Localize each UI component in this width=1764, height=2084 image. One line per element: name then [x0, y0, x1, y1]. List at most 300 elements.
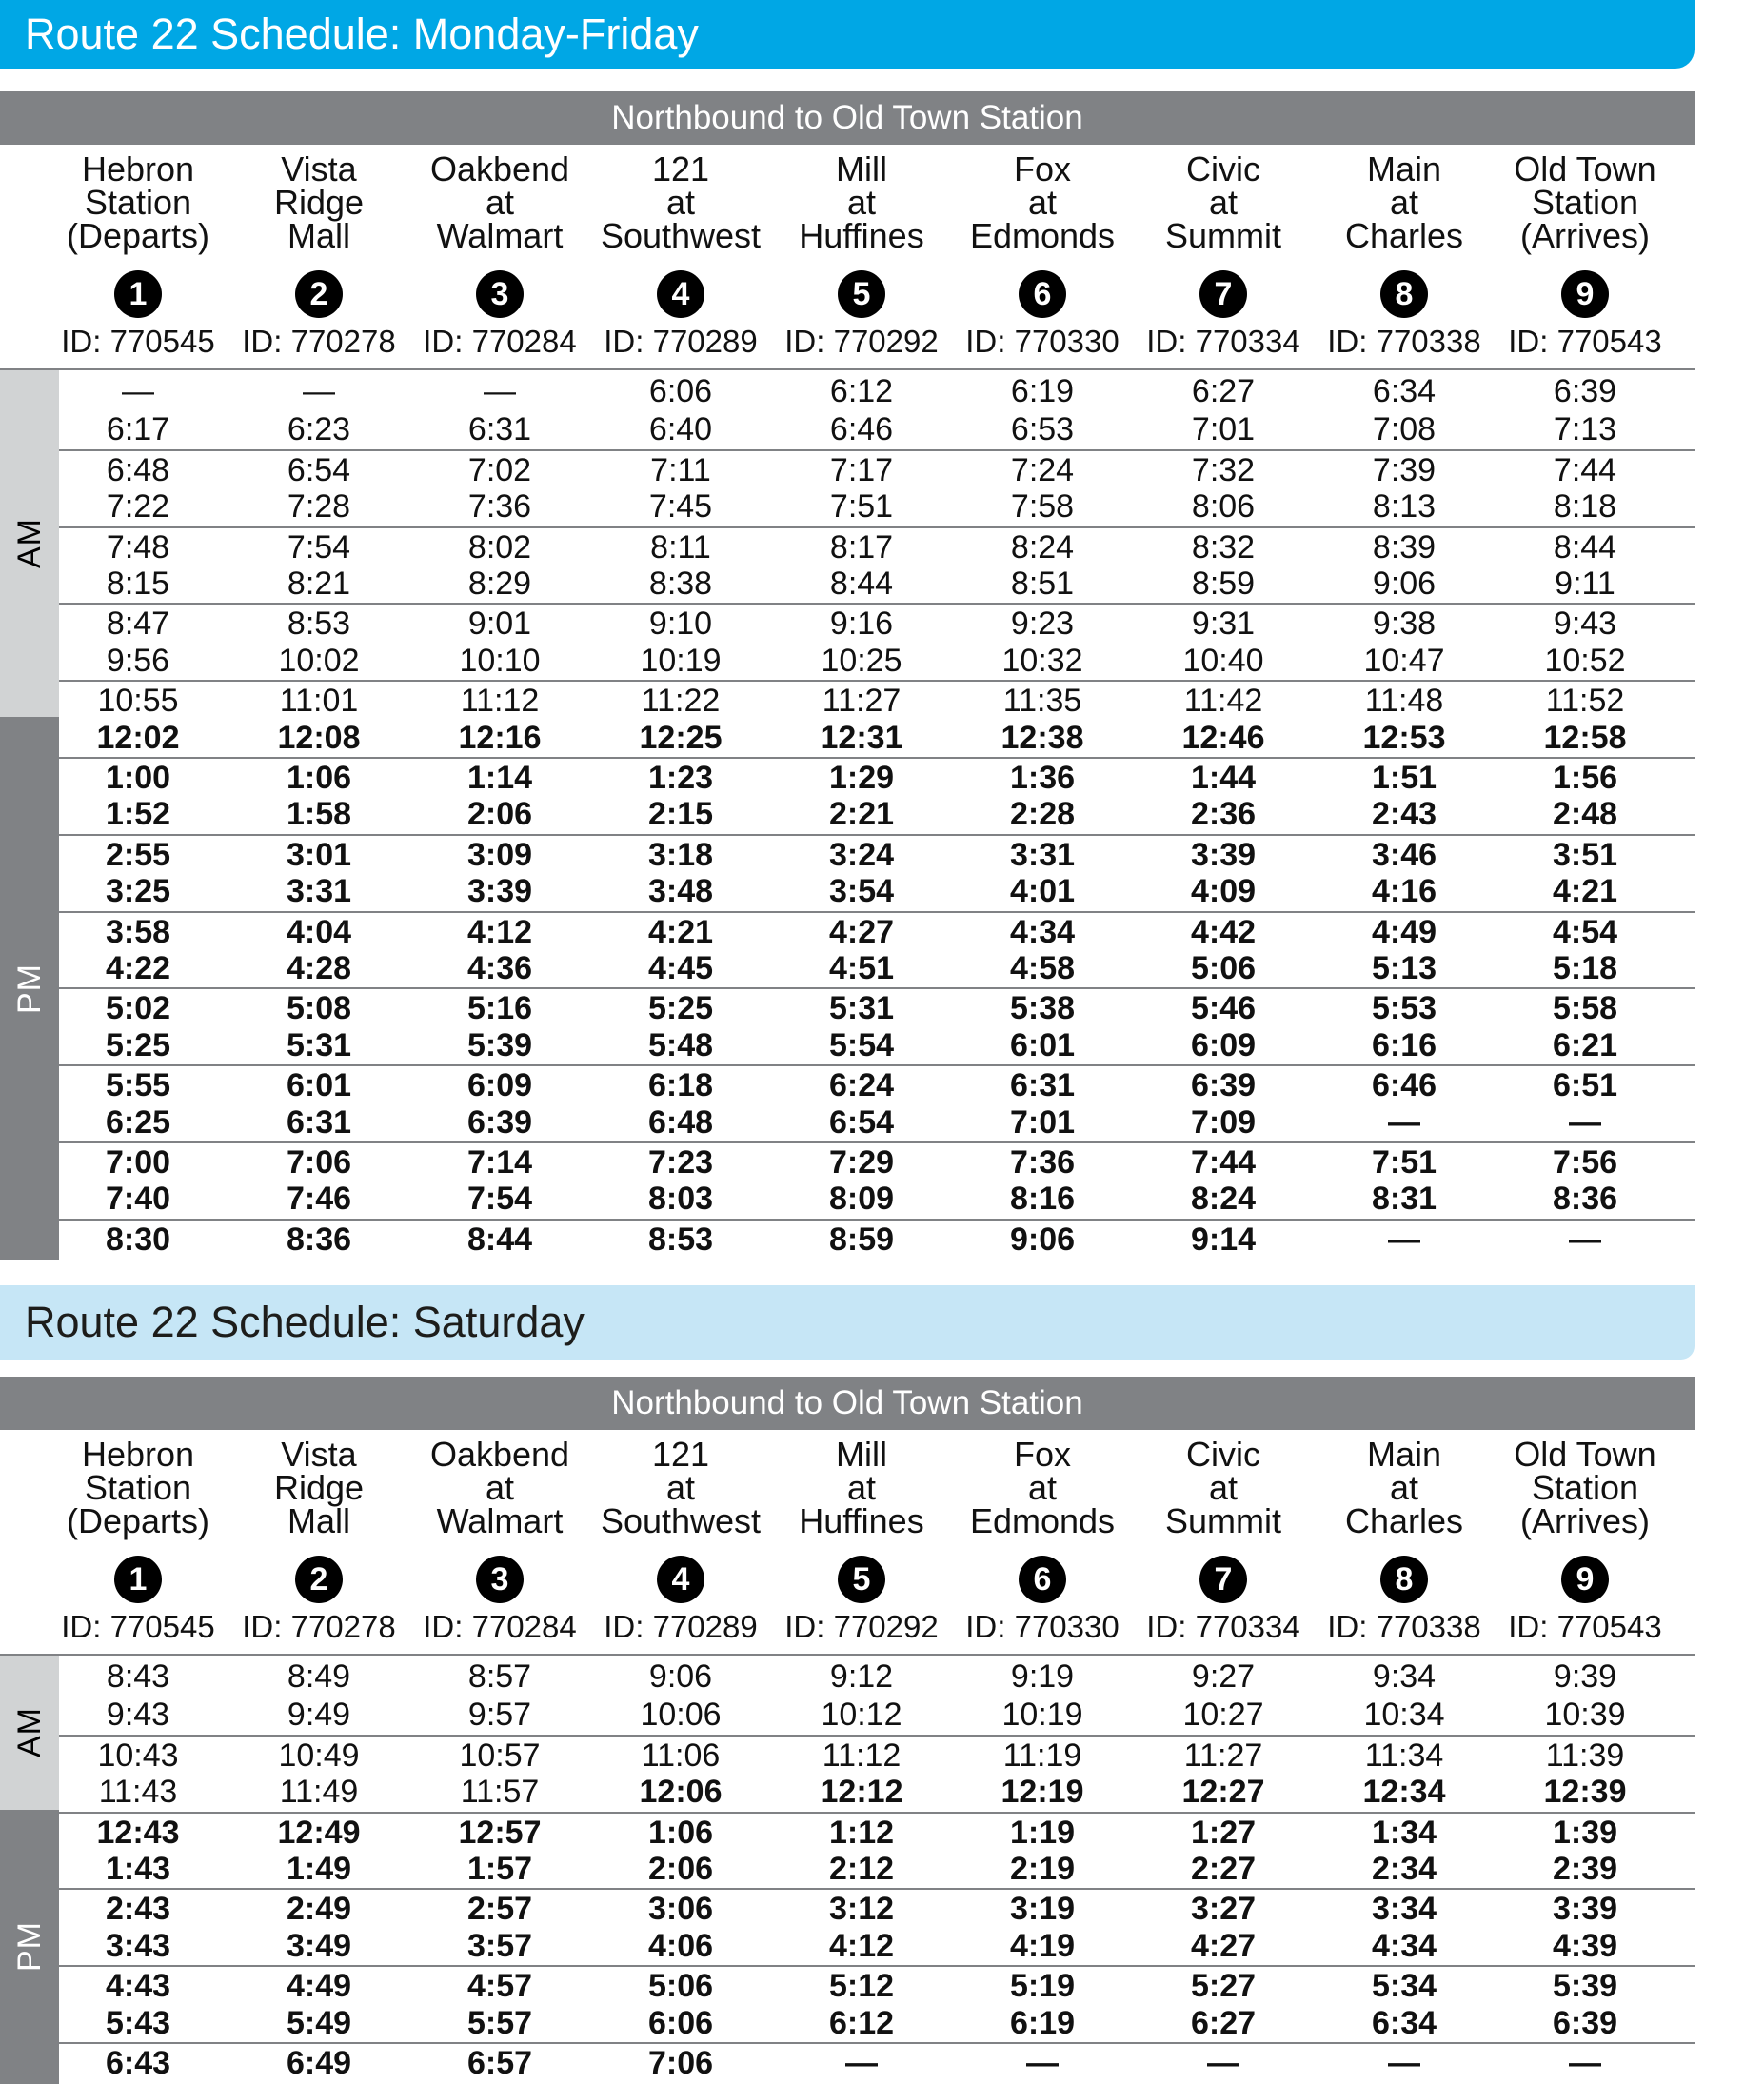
pm-label-text: PM: [10, 963, 48, 1014]
stop-header: [409, 1430, 590, 1644]
saturday-title: Route 22 Schedule: Saturday: [25, 1298, 585, 1346]
time-cell: 7:06: [647, 2045, 714, 2081]
time-cell: 9:01: [467, 605, 532, 643]
time-cell: 2:27: [1190, 1851, 1257, 1887]
time-cell: 2:43: [105, 1891, 171, 1928]
weekday-direction: Northbound to Old Town Station: [611, 99, 1083, 136]
stop-name-line: Civic: [1186, 149, 1260, 189]
time-cell: —: [1569, 2045, 1601, 2081]
stop-name-line: Station: [84, 1468, 192, 1507]
time-cell: 7:48: [106, 528, 170, 566]
time-cell: 8:11: [650, 528, 711, 566]
time-cell: 10:52: [1544, 642, 1626, 679]
time-cell: 6:51: [1552, 1067, 1618, 1104]
time-cell: 11:06: [641, 1737, 721, 1774]
time-cell: 6:06: [648, 373, 713, 409]
time-cell: 5:57: [466, 2004, 533, 2041]
stop-id: ID: 770278: [242, 324, 396, 359]
time-cell: 4:42: [1190, 913, 1257, 950]
trip-row: [59, 1103, 1695, 1141]
time-cell: 10:25: [821, 642, 902, 679]
trip-row: [59, 1965, 1695, 2005]
trip-row: [59, 834, 1695, 874]
time-cell: 1:27: [1190, 1814, 1257, 1851]
stop-name-line: Summit: [1164, 1501, 1281, 1540]
stop-name-line: Mall: [287, 1501, 350, 1540]
time-cell: 10:49: [278, 1737, 360, 1774]
time-cell: 8:36: [1552, 1181, 1618, 1218]
time-cell: 12:27: [1181, 1774, 1265, 1811]
trip-row: [59, 949, 1695, 987]
stop-name: [1314, 149, 1495, 255]
time-cell: 3:25: [105, 873, 171, 910]
stop-number-badge: 5: [838, 1556, 885, 1603]
time-cell: 2:12: [828, 1851, 895, 1887]
time-cell: 1:14: [466, 760, 533, 796]
trip-row: [59, 911, 1695, 951]
time-cell: 7:00: [105, 1144, 171, 1181]
time-cell: 5:54: [828, 1026, 895, 1063]
trip-row: [59, 372, 1695, 410]
time-cell: 1:51: [1371, 760, 1437, 796]
time-cell: 7:58: [1010, 488, 1075, 526]
time-cell: 12:34: [1362, 1774, 1446, 1811]
time-cell: 4:45: [647, 950, 714, 986]
time-cell: 8:15: [106, 566, 170, 602]
time-cell: 9:27: [1191, 1658, 1256, 1695]
stop-name-line: Mill: [836, 1435, 887, 1474]
stop-name-line: Fox: [1013, 1435, 1071, 1474]
time-cell: 4:51: [828, 950, 895, 986]
weekday-schedule: [0, 91, 1695, 1260]
time-cell: 9:31: [1191, 605, 1256, 643]
time-cell: 5:06: [1190, 950, 1257, 986]
time-cell: 6:46: [829, 411, 894, 448]
stop-name-line: 121: [651, 1435, 710, 1474]
time-cell: 4:58: [1009, 950, 1076, 986]
time-cell: 8:24: [1190, 1181, 1257, 1218]
time-cell: 5:43: [105, 2004, 171, 2041]
time-cell: 11:01: [279, 683, 359, 720]
stop-name: [1314, 1435, 1495, 1540]
stop-name-line: Walmart: [436, 1501, 564, 1540]
time-cell: 5:16: [466, 990, 533, 1027]
time-cell: 12:08: [277, 719, 361, 756]
time-cell: 12:46: [1181, 719, 1265, 756]
time-cell: 6:23: [287, 411, 351, 448]
stop-name-line: 121: [651, 149, 710, 189]
time-cell: 4:43: [105, 1968, 171, 2005]
stop-name: [952, 1435, 1133, 1540]
stop-name-line: at: [1389, 183, 1419, 222]
stop-name-line: Charles: [1344, 216, 1464, 255]
stop-number-badge: 7: [1199, 1556, 1247, 1603]
stop-header: [228, 145, 409, 359]
time-cell: 7:44: [1553, 451, 1617, 488]
time-cell: 5:19: [1009, 1968, 1076, 2005]
time-cell: 4:12: [828, 1927, 895, 1964]
trip-row: [59, 1064, 1695, 1104]
time-cell: 3:51: [1552, 836, 1618, 873]
time-cell: 8:24: [1010, 528, 1075, 566]
time-cell: 2:49: [286, 1891, 352, 1928]
time-cell: 3:39: [1552, 1891, 1618, 1928]
time-cell: 9:11: [1555, 566, 1615, 602]
time-cell: 4:28: [286, 950, 352, 986]
time-cell: 3:39: [1190, 836, 1257, 873]
time-cell: 5:39: [1552, 1968, 1618, 2005]
time-cell: 8:59: [828, 1221, 895, 1258]
time-cell: 7:39: [1372, 451, 1437, 488]
time-cell: 7:29: [828, 1144, 895, 1181]
stop-id: ID: 770543: [1508, 324, 1662, 359]
time-cell: 6:31: [1009, 1067, 1076, 1104]
trip-row: [59, 1219, 1695, 1259]
time-cell: 4:09: [1190, 873, 1257, 910]
time-cell: 10:40: [1182, 642, 1264, 679]
stop-name-line: Old Town: [1514, 1435, 1656, 1474]
time-cell: 9:06: [1009, 1221, 1076, 1258]
time-cell: 6:48: [106, 451, 170, 488]
time-cell: 1:52: [105, 796, 171, 833]
time-cell: 11:48: [1364, 683, 1444, 720]
time-cell: 9:43: [1553, 605, 1617, 643]
time-cell: 7:54: [466, 1181, 533, 1218]
time-cell: 5:12: [828, 1968, 895, 2005]
time-cell: 5:13: [1371, 950, 1437, 986]
time-cell: 10:19: [1001, 1697, 1083, 1734]
stop-name-line: Ridge: [273, 1468, 365, 1507]
time-cell: 12:31: [820, 719, 903, 756]
stop-name-line: Civic: [1186, 1435, 1260, 1474]
time-cell: 1:12: [828, 1814, 895, 1851]
time-cell: 7:54: [287, 528, 351, 566]
time-cell: 2:34: [1371, 1851, 1437, 1887]
time-cell: 3:57: [466, 1927, 533, 1964]
stop-id: ID: 770545: [61, 1609, 215, 1644]
stop-number-badge: 8: [1380, 270, 1428, 318]
time-cell: —: [1569, 1103, 1601, 1141]
stop-number-badge: 6: [1019, 270, 1066, 318]
time-cell: 6:31: [467, 411, 532, 448]
time-cell: 6:01: [286, 1067, 352, 1104]
time-cell: 4:54: [1552, 913, 1618, 950]
time-cell: 1:36: [1009, 760, 1076, 796]
time-cell: 6:27: [1190, 2004, 1257, 2041]
trip-row: [59, 410, 1695, 448]
trip-row: [59, 1927, 1695, 1965]
time-cell: 7:40: [105, 1181, 171, 1218]
stop-name-line: at: [485, 1468, 515, 1507]
time-cell: 4:04: [286, 913, 352, 950]
trip-row: [59, 757, 1695, 797]
stop-id: ID: 770284: [423, 1609, 577, 1644]
time-cell: 1:06: [647, 1814, 714, 1851]
stop-name: [409, 1435, 590, 1540]
time-cell: 6:46: [1371, 1067, 1437, 1104]
stop-number-badge: 1: [114, 1556, 162, 1603]
time-cell: —: [1569, 1221, 1601, 1258]
time-cell: 8:16: [1009, 1181, 1076, 1218]
time-cell: 7:36: [467, 488, 532, 526]
weekday-title-banner: [0, 0, 1695, 69]
time-cell: —: [484, 373, 516, 409]
time-cell: 6:24: [828, 1067, 895, 1104]
stop-name: [771, 1435, 952, 1540]
time-cell: 6:54: [287, 451, 351, 488]
time-cell: 11:42: [1183, 683, 1263, 720]
time-cell: 2:15: [647, 796, 714, 833]
time-cell: 10:02: [278, 642, 360, 679]
time-cell: 8:44: [1553, 528, 1617, 566]
time-cell: 6:34: [1372, 373, 1437, 409]
trip-row: [59, 526, 1695, 566]
time-cell: 7:44: [1190, 1144, 1257, 1181]
time-cell: 2:57: [466, 1891, 533, 1928]
stop-name-line: Mall: [287, 216, 350, 255]
time-cell: 8:31: [1371, 1181, 1437, 1218]
time-cell: 9:14: [1190, 1221, 1257, 1258]
time-cell: 5:58: [1552, 990, 1618, 1027]
time-cell: 3:31: [286, 873, 352, 910]
time-cell: 9:16: [829, 605, 894, 643]
stop-name: [1495, 149, 1675, 255]
weekday-title: Route 22 Schedule: Monday-Friday: [25, 10, 699, 58]
stop-name: [771, 149, 952, 255]
time-cell: 2:39: [1552, 1851, 1618, 1887]
time-cell: 2:19: [1009, 1851, 1076, 1887]
time-cell: 2:06: [466, 796, 533, 833]
stop-header: [952, 1430, 1133, 1644]
time-cell: 12:16: [458, 719, 542, 756]
time-cell: 10:55: [97, 683, 179, 720]
time-cell: 5:38: [1009, 990, 1076, 1027]
stop-header: [228, 1430, 409, 1644]
stop-name: [590, 1435, 771, 1540]
time-cell: 5:48: [647, 1026, 714, 1063]
time-cell: 3:39: [466, 873, 533, 910]
time-cell: 11:12: [822, 1737, 902, 1774]
time-cell: 11:34: [1364, 1737, 1444, 1774]
stop-name-line: at: [846, 1468, 877, 1507]
stop-header: [1314, 1430, 1495, 1644]
am-label-text: AM: [10, 518, 48, 569]
trip-row: [59, 872, 1695, 910]
time-cell: 8:18: [1553, 488, 1617, 526]
stop-name-line: Edmonds: [969, 1501, 1116, 1540]
time-cell: 11:43: [98, 1774, 178, 1811]
stop-header: [1133, 1430, 1314, 1644]
stop-id: ID: 770330: [965, 1609, 1120, 1644]
trip-row: [59, 1735, 1695, 1775]
stop-header: [1133, 145, 1314, 359]
time-cell: 4:16: [1371, 873, 1437, 910]
stop-name-line: Hebron: [81, 1435, 195, 1474]
stop-header: [48, 145, 228, 359]
time-cell: 6:12: [828, 2004, 895, 2041]
stop-name-line: (Arrives): [1520, 1501, 1650, 1540]
time-cell: —: [1207, 2045, 1239, 2081]
stop-id: ID: 770543: [1508, 1609, 1662, 1644]
stop-header: [771, 145, 952, 359]
time-cell: 7:22: [106, 488, 170, 526]
time-cell: 12:39: [1543, 1774, 1627, 1811]
stop-id: ID: 770292: [784, 1609, 939, 1644]
time-cell: 10:32: [1001, 642, 1083, 679]
time-cell: 6:17: [106, 411, 170, 448]
stop-name-line: Vista: [281, 149, 357, 189]
time-cell: 8:02: [467, 528, 532, 566]
time-cell: 2:48: [1552, 796, 1618, 833]
time-cell: 2:21: [828, 796, 895, 833]
stop-id: ID: 770289: [604, 324, 758, 359]
stop-name-line: (Departs): [66, 1501, 210, 1540]
trip-row: [59, 1812, 1695, 1852]
time-cell: 12:38: [1001, 719, 1084, 756]
stop-name-line: Huffines: [799, 216, 924, 255]
stop-name-line: at: [1208, 1468, 1239, 1507]
stop-name-line: Walmart: [436, 216, 564, 255]
time-cell: 12:19: [1001, 1774, 1084, 1811]
time-cell: 7:28: [287, 488, 351, 526]
stop-name-line: Main: [1366, 1435, 1442, 1474]
stop-number-badge: 3: [476, 270, 524, 318]
time-cell: 5:46: [1190, 990, 1257, 1027]
time-cell: 7:32: [1191, 451, 1256, 488]
time-cell: 6:12: [829, 373, 894, 409]
time-cell: 12:58: [1543, 719, 1627, 756]
stop-name-line: at: [1027, 183, 1058, 222]
time-cell: 8:53: [287, 605, 351, 643]
time-cell: 5:02: [105, 990, 171, 1027]
time-cell: 4:49: [286, 1968, 352, 2005]
time-cell: 7:46: [286, 1181, 352, 1218]
time-cell: 5:27: [1190, 1968, 1257, 2005]
time-cell: 6:53: [1010, 411, 1075, 448]
time-cell: 8:47: [106, 605, 170, 643]
time-cell: 6:39: [1553, 373, 1617, 409]
stop-number-badge: 4: [657, 1556, 704, 1603]
saturday-schedule: [0, 1377, 1695, 2084]
saturday-timetable: [0, 1654, 1695, 2084]
stop-name-line: Edmonds: [969, 216, 1116, 255]
stop-name-line: at: [1208, 183, 1239, 222]
stop-number-badge: 9: [1561, 270, 1609, 318]
time-cell: 12:53: [1362, 719, 1446, 756]
time-cell: 5:08: [286, 990, 352, 1027]
time-cell: 12:57: [458, 1814, 542, 1851]
time-cell: 2:55: [105, 836, 171, 873]
time-cell: 8:29: [467, 566, 532, 602]
time-cell: 3:27: [1190, 1891, 1257, 1928]
time-cell: 4:21: [1552, 873, 1618, 910]
time-cell: 11:27: [822, 683, 902, 720]
time-cell: 4:27: [1190, 1927, 1257, 1964]
stop-header: [952, 145, 1133, 359]
time-cell: 9:23: [1010, 605, 1075, 643]
time-cell: 8:44: [466, 1221, 533, 1258]
time-cell: 2:36: [1190, 796, 1257, 833]
stop-name-line: Fox: [1013, 149, 1071, 189]
stop-name-line: Station: [1531, 183, 1639, 222]
time-cell: —: [1388, 2045, 1420, 2081]
time-cell: 1:06: [286, 760, 352, 796]
stop-number-badge: 3: [476, 1556, 524, 1603]
trip-row: [59, 487, 1695, 526]
stop-name: [590, 149, 771, 255]
time-cell: 1:56: [1552, 760, 1618, 796]
stop-name: [48, 149, 228, 255]
time-cell: 8:49: [287, 1658, 351, 1695]
time-cell: 7:24: [1010, 451, 1075, 488]
stop-name-line: at: [665, 1468, 696, 1507]
time-cell: —: [845, 2045, 878, 2081]
trip-row: [59, 2004, 1695, 2042]
time-cell: 4:34: [1009, 913, 1076, 950]
time-cell: 6:43: [105, 2045, 171, 2081]
trip-row: [59, 1696, 1695, 1734]
trip-row: [59, 1888, 1695, 1928]
trip-row: [59, 1026, 1695, 1064]
time-cell: 5:31: [286, 1026, 352, 1063]
time-cell: 12:06: [639, 1774, 723, 1811]
time-cell: 8:39: [1372, 528, 1437, 566]
stop-name-line: Vista: [281, 1435, 357, 1474]
time-cell: 1:34: [1371, 1814, 1437, 1851]
time-cell: 9:43: [106, 1697, 170, 1734]
time-cell: 3:46: [1371, 836, 1437, 873]
time-cell: 6:06: [647, 2004, 714, 2041]
time-cell: 3:19: [1009, 1891, 1076, 1928]
time-cell: 8:59: [1191, 566, 1256, 602]
trip-row: [59, 1657, 1695, 1696]
stop-name-line: Oakbend: [429, 149, 570, 189]
time-cell: 8:32: [1191, 528, 1256, 566]
time-cell: 8:13: [1372, 488, 1437, 526]
time-cell: 6:39: [1190, 1067, 1257, 1104]
time-cell: —: [1026, 2045, 1059, 2081]
time-cell: 1:57: [466, 1851, 533, 1887]
time-cell: 9:57: [467, 1697, 532, 1734]
trip-row: [59, 449, 1695, 489]
time-cell: 8:43: [106, 1658, 170, 1695]
time-cell: 1:00: [105, 760, 171, 796]
time-cell: 9:06: [648, 1658, 713, 1695]
time-cell: 6:40: [648, 411, 713, 448]
time-cell: 5:06: [647, 1968, 714, 2005]
time-cell: 10:12: [821, 1697, 902, 1734]
stop-number-badge: 4: [657, 270, 704, 318]
time-cell: 8:21: [287, 566, 351, 602]
time-cell: 4:06: [647, 1927, 714, 1964]
time-cell: 4:49: [1371, 913, 1437, 950]
time-cell: 4:19: [1009, 1927, 1076, 1964]
time-cell: 3:01: [286, 836, 352, 873]
time-cell: 1:43: [105, 1851, 171, 1887]
time-cell: 4:39: [1552, 1927, 1618, 1964]
time-cell: 10:06: [640, 1697, 722, 1734]
time-cell: 2:28: [1009, 796, 1076, 833]
stop-name-line: Station: [1531, 1468, 1639, 1507]
time-cell: 1:39: [1552, 1814, 1618, 1851]
stop-number-badge: 7: [1199, 270, 1247, 318]
trip-row: [59, 1850, 1695, 1888]
trip-row: [59, 795, 1695, 833]
stop-name-line: Ridge: [273, 183, 365, 222]
time-cell: 12:25: [639, 719, 723, 756]
time-cell: 8:17: [829, 528, 894, 566]
time-cell: 5:34: [1371, 1968, 1437, 2005]
